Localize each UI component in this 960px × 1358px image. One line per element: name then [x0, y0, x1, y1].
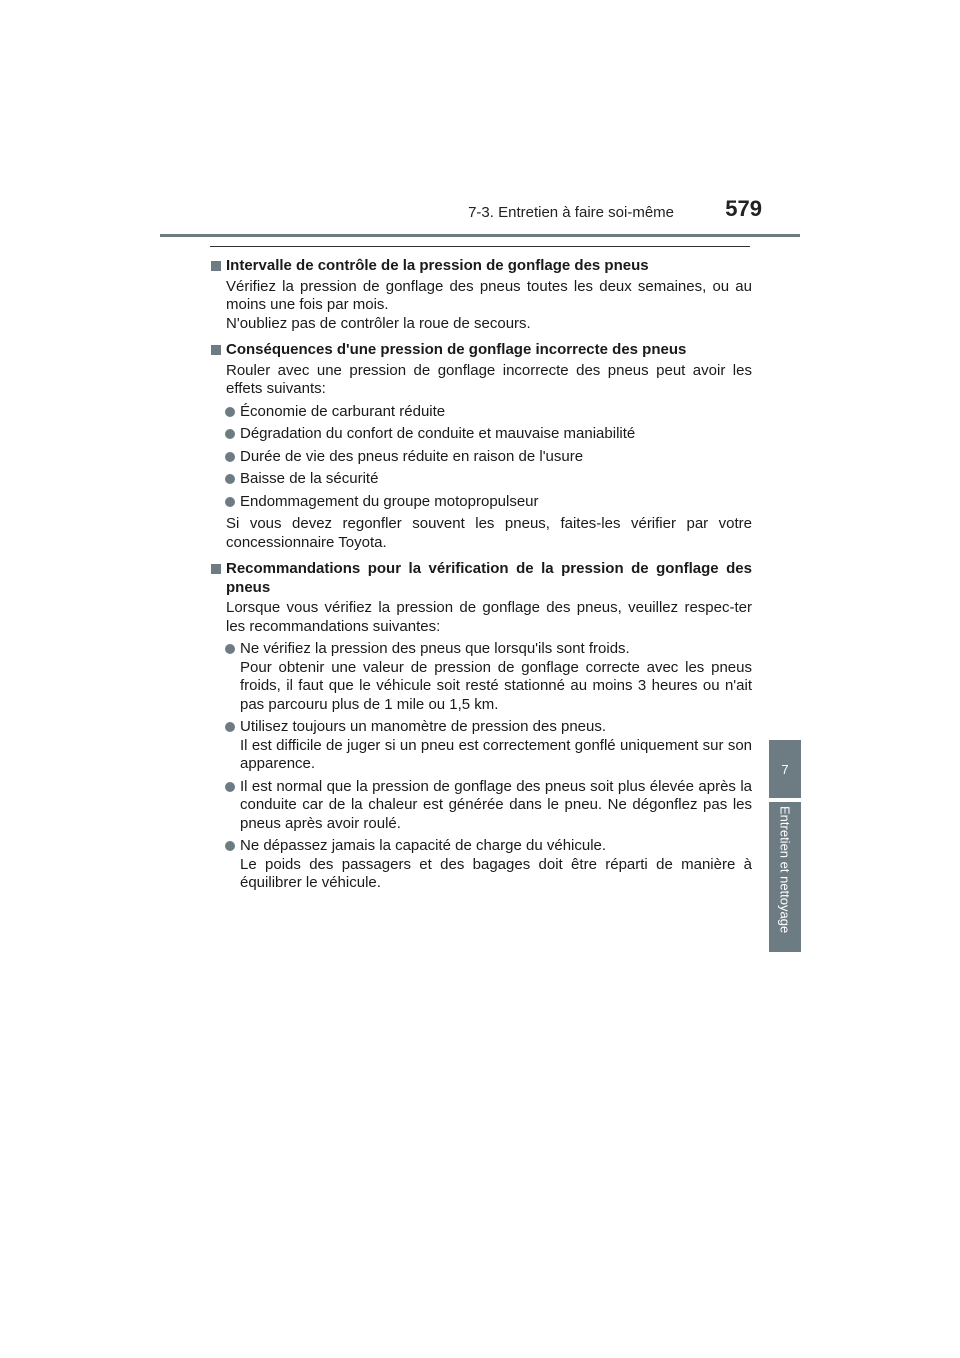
header-rule [160, 234, 800, 237]
list-item: Dégradation du confort de conduite et mauvaise maniabilité [210, 425, 752, 444]
content-top-rule [210, 246, 750, 247]
paragraph: Lorsque vous vérifiez la pression de gonflage des pneus, veuillez respec-ter les recommandations suivantes: [226, 599, 752, 635]
list-item: Utilisez toujours un manomètre de pression des pneus. Il est difficile de juger si un pneu est correctement gonflé uniquement sur son apparence. [210, 718, 752, 774]
list-item: Ne vérifiez la pression des pneus que lorsqu'ils sont froids. Pour obtenir une valeur de pression de gonflage correcte avec les pneus froids, il faut que le véhicule soit resté stationné au moins 3 heures ou n'ait pas parcouru plus de 1 mile ou 1,5 km. [210, 640, 752, 714]
square-bullet-icon [211, 261, 221, 271]
paragraph: Vérifiez la pression de gonflage des pneus toutes les deux semaines, ou au moins une fois par mois. [226, 277, 752, 313]
section-incorrect-pressure [210, 341, 752, 552]
circle-bullet-icon [225, 429, 235, 439]
list-item: Ne dépassez jamais la capacité de charge du véhicule. Le poids des passagers et des bagages doit être réparti de manière à équilibrer le véhicule. [210, 837, 752, 893]
circle-bullet-icon [225, 497, 235, 507]
list-item: Économie de carburant réduite [210, 403, 752, 422]
circle-bullet-icon [225, 841, 235, 851]
circle-bullet-icon [225, 782, 235, 792]
square-bullet-icon [211, 345, 221, 355]
list-item: Endommagement du groupe motopropulseur [210, 493, 752, 512]
circle-bullet-icon [225, 644, 235, 654]
circle-bullet-icon [225, 722, 235, 732]
header-section-title: 7-3. Entretien à faire soi-même [468, 204, 674, 221]
chapter-tab-label: Entretien et nettoyage [769, 802, 801, 952]
paragraph: Si vous devez regonfler souvent les pneus, faites-les vérifier par votre concessionnaire Toyota. [226, 515, 752, 551]
section-title: Recommandations pour la vérification de la pression de gonflage des pneus [210, 560, 752, 597]
page-content [210, 257, 752, 897]
page-number: 579 [725, 196, 762, 221]
section-title: Conséquences d'une pression de gonflage incorrecte des pneus [210, 341, 752, 360]
circle-bullet-icon [225, 407, 235, 417]
section-check-recommendations [210, 560, 752, 893]
circle-bullet-icon [225, 452, 235, 462]
section-inspection-interval [210, 257, 752, 333]
section-title: Intervalle de contrôle de la pression de gonflage des pneus [210, 257, 752, 276]
paragraph: Rouler avec une pression de gonflage incorrecte des pneus peut avoir les effets suivants: [226, 361, 752, 397]
chapter-tab-number: 7 [769, 740, 801, 798]
list-item: Durée de vie des pneus réduite en raison de l'usure [210, 448, 752, 467]
paragraph: N'oubliez pas de contrôler la roue de secours. [226, 314, 531, 332]
square-bullet-icon [211, 564, 221, 574]
circle-bullet-icon [225, 474, 235, 484]
list-item: Il est normal que la pression de gonflage des pneus soit plus élevée après la conduite car de la chaleur est générée dans le pneu. Ne dégonflez pas les pneus après avoir roulé. [210, 778, 752, 834]
list-item: Baisse de la sécurité [210, 470, 752, 489]
